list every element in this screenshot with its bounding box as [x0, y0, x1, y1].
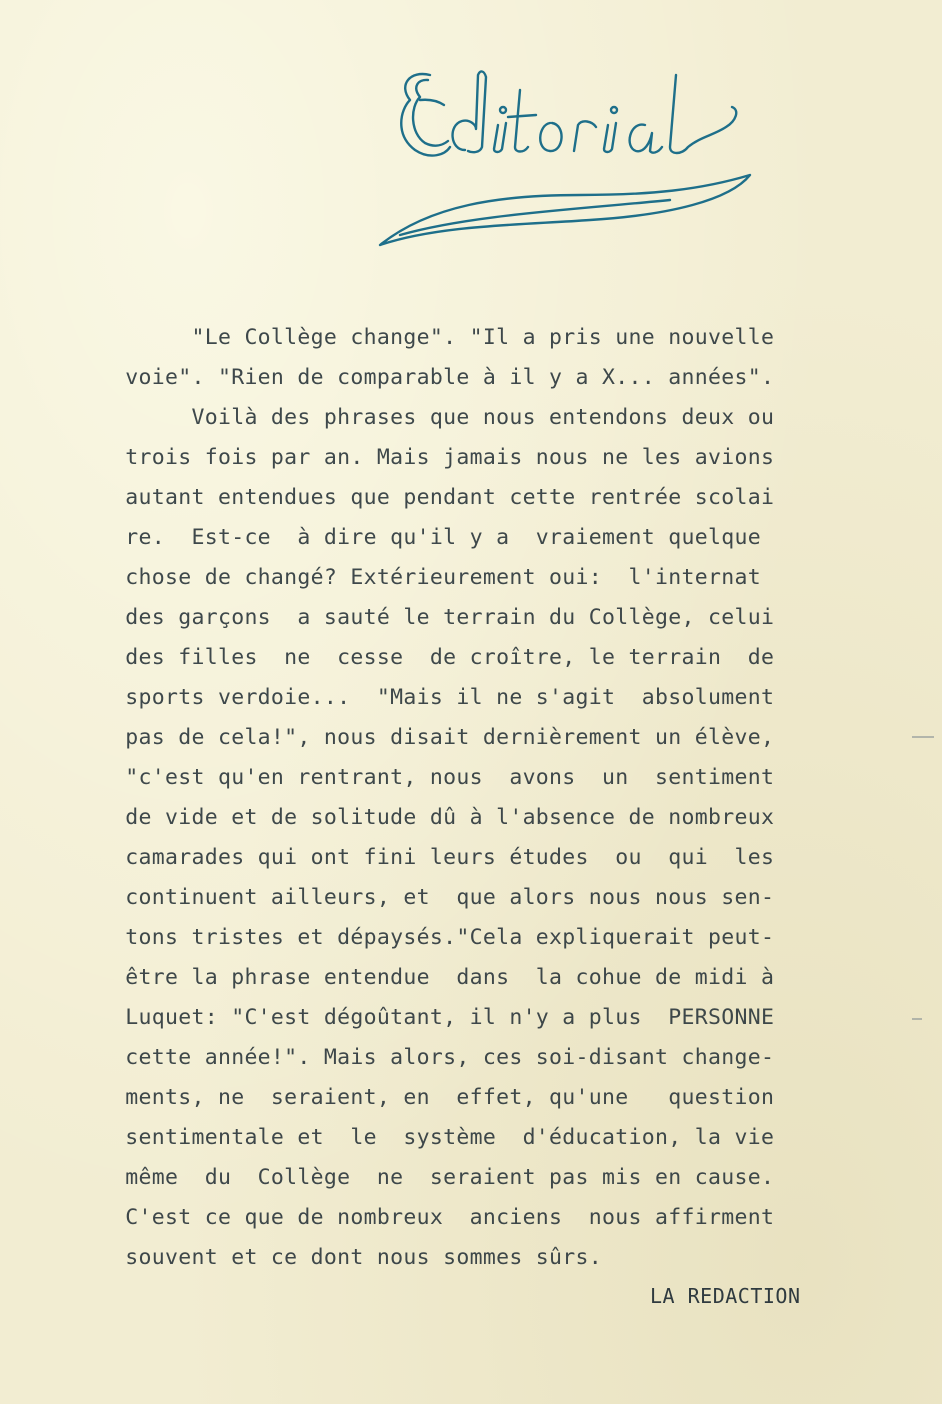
text-line: Voilà des phrases que nous entendons deux ou	[112, 405, 775, 430]
text-line: voie". "Rien de comparable à il y a X... années".	[112, 365, 775, 390]
text-line: continuent ailleurs, et que alors nous nous sen-	[112, 885, 775, 910]
editorial-body	[112, 318, 882, 1278]
margin-mark	[912, 1018, 922, 1020]
text-line: souvent et ce dont nous sommes sûrs.	[112, 1245, 603, 1270]
text-line: re. Est-ce à dire qu'il y a vraiement quelque	[112, 525, 761, 550]
margin-mark	[912, 736, 934, 738]
text-line: tons tristes et dépaysés."Cela expliquerait peut-	[112, 925, 775, 950]
text-line: même du Collège ne seraient pas mis en cause.	[112, 1165, 775, 1190]
text-line: de vide et de solitude dû à l'absence de nombreux	[112, 805, 775, 830]
text-line: "c'est qu'en rentrant, nous avons un sentiment	[112, 765, 775, 790]
text-line: des garçons a sauté le terrain du Collège, celui	[112, 605, 775, 630]
text-line: Luquet: "C'est dégoûtant, il n'y a plus PERSONNE	[112, 1005, 775, 1030]
text-line: être la phrase entendue dans la cohue de midi à	[112, 965, 775, 990]
text-line: pas de cela!", nous disait dernièrement un élève,	[112, 725, 775, 750]
text-line: C'est ce que de nombreux anciens nous affirment	[112, 1205, 775, 1230]
text-line: sentimentale et le système d'éducation, la vie	[112, 1125, 775, 1150]
text-line: cette année!". Mais alors, ces soi-disant change-	[112, 1045, 775, 1070]
text-line: sports verdoie... "Mais il ne s'agit absolument	[112, 685, 775, 710]
text-line: des filles ne cesse de croître, le terrain de	[112, 645, 775, 670]
editorial-title-lettering	[370, 55, 800, 255]
text-line: ments, ne seraient, en effet, qu'une question	[112, 1085, 775, 1110]
faded-background-text	[110, 110, 390, 150]
text-line: trois fois par an. Mais jamais nous ne les avions	[112, 445, 775, 470]
text-line: chose de changé? Extérieurement oui: l'internat	[112, 565, 761, 590]
signature: LA REDACTION	[650, 1284, 801, 1308]
text-line: "Le Collège change". "Il a pris une nouvelle	[112, 325, 775, 350]
text-line: autant entendues que pendant cette rentrée scolai	[112, 485, 775, 510]
text-line: camarades qui ont fini leurs études ou qui les	[112, 845, 775, 870]
